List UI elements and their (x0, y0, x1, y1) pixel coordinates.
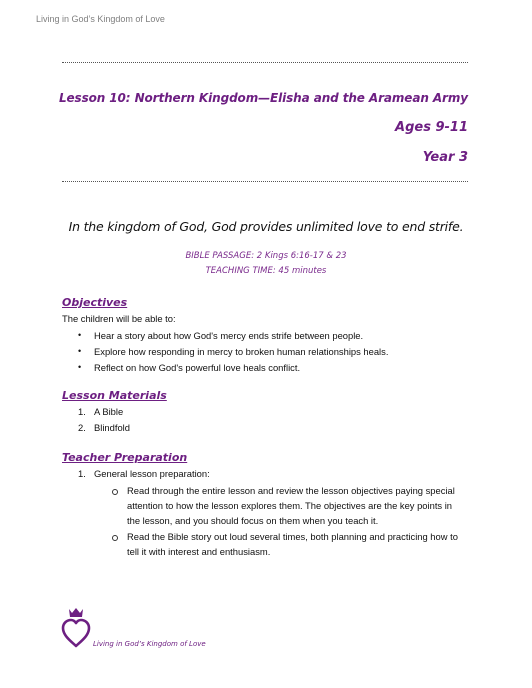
year-label: Year 3 (422, 150, 468, 165)
bullet-icon: • (78, 362, 82, 372)
circle-bullet-icon (112, 489, 118, 495)
preparation-substep-line: attention to how the lesson explores them. The objectives are the key points in (127, 500, 453, 511)
material-item: A Bible (94, 406, 124, 417)
list-number: 1. (78, 406, 86, 417)
bible-passage: BIBLE PASSAGE: 2 Kings 6:16-17 & 23 (185, 251, 347, 261)
crown-heart-icon (60, 606, 92, 648)
material-item: Blindfold (94, 422, 130, 433)
circle-bullet-icon (112, 535, 118, 541)
list-number: 2. (78, 422, 86, 433)
preparation-substep-line: the lesson, and you should focus on them when you teach it. (127, 515, 379, 526)
objectives-intro: The children will be able to: (62, 313, 176, 324)
ages-label: Ages 9-11 (395, 120, 468, 135)
preparation-heading: Teacher Preparation (62, 451, 188, 464)
list-number: 1. (78, 468, 86, 479)
teaching-time: TEACHING TIME: 45 minutes (205, 266, 327, 276)
bottom-divider (62, 181, 468, 182)
materials-heading: Lesson Materials (62, 389, 167, 402)
footer-text: Living in God’s Kingdom of Love (93, 640, 206, 648)
preparation-step: General lesson preparation: (94, 468, 210, 479)
preparation-substep-line: tell it with interest and enthusiasm. (127, 546, 271, 557)
top-divider (62, 62, 468, 63)
lesson-theme: In the kingdom of God, God provides unlimited love to end strife. (68, 219, 464, 234)
objectives-heading: Objectives (62, 296, 128, 309)
running-header: Living in God’s Kingdom of Love (36, 14, 165, 24)
preparation-substep-line: Read the Bible story out loud several times, both planning and practicing how to (127, 531, 458, 542)
preparation-substep-line: Read through the entire lesson and review the lesson objectives paying special (127, 485, 455, 496)
lesson-title: Lesson 10: Northern Kingdom—Elisha and the Aramean Army (58, 91, 468, 105)
bullet-icon: • (78, 330, 82, 340)
objective-item: Reflect on how God's powerful love heals conflict. (94, 362, 301, 373)
objective-item: Explore how responding in mercy to broken human relationships heals. (94, 346, 389, 357)
objective-item: Hear a story about how God's mercy ends strife between people. (94, 330, 364, 341)
bullet-icon: • (78, 346, 82, 356)
